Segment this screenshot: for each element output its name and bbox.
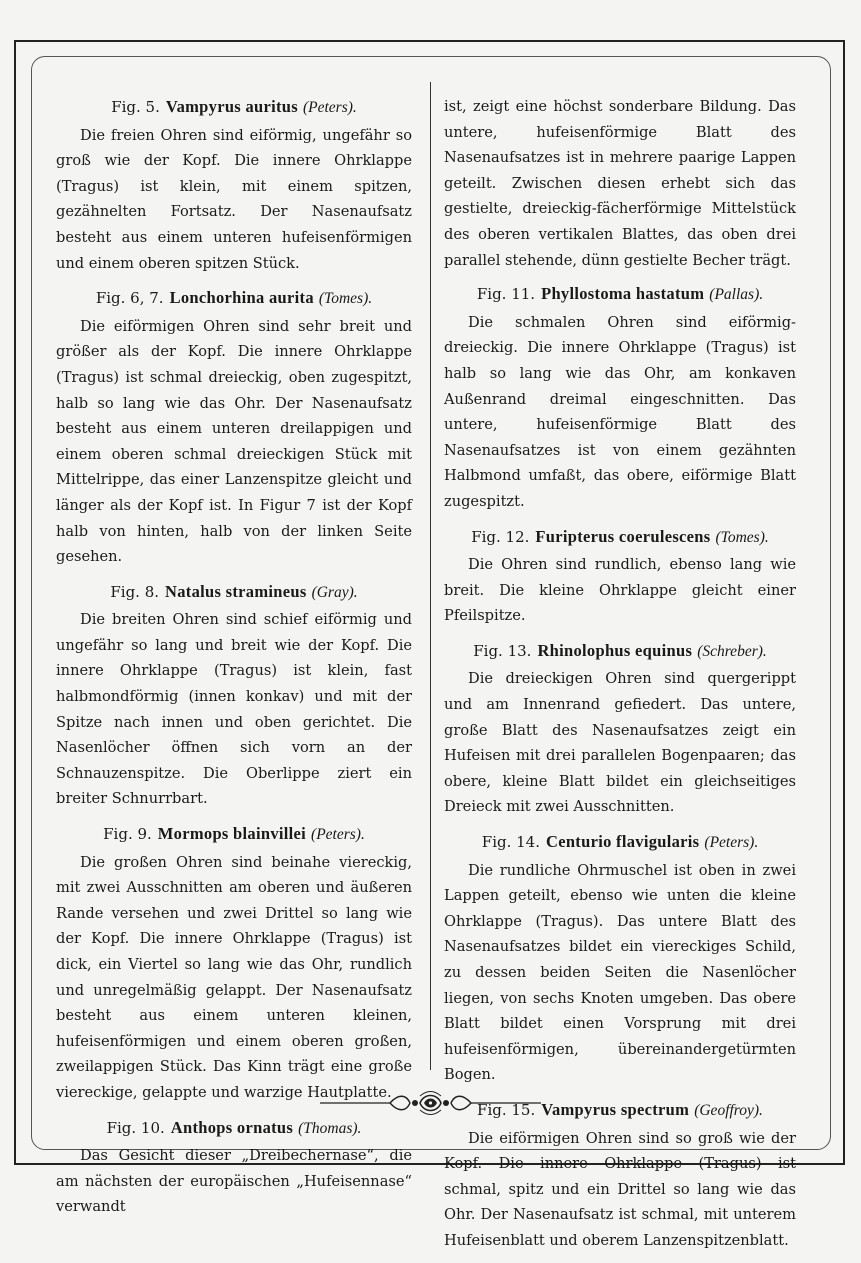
- figure-number: Fig. 11.: [476, 285, 536, 304]
- figure-number: Fig. 6, 7.: [95, 289, 164, 308]
- entry-fig-6-7: [56, 285, 412, 570]
- figure-number: Fig. 5.: [111, 98, 160, 116]
- entry-description: Das Gesicht dieser „Dreibechernase“, die am nächsten der europäischen „Hufeisennase“ verwandt: [56, 1147, 412, 1216]
- species-author: (Pallas).: [709, 286, 764, 304]
- entry-heading: [56, 821, 412, 848]
- entry-fig-8: [56, 579, 412, 812]
- species-name: Vampyrus spectrum: [541, 1099, 690, 1119]
- vignette-ornament-icon: [320, 1088, 541, 1118]
- entry-fig-13: [444, 638, 796, 820]
- figure-number: Fig. 8.: [110, 582, 160, 601]
- entry-description: Die Ohren sind rundlich, ebenso lang wie breit. Die kleine Ohrklappe gleicht einer Pfeilspitze.: [444, 556, 796, 625]
- figure-number: Fig. 14.: [481, 833, 540, 852]
- entry-fig-14: [444, 829, 796, 1088]
- entry-heading: [444, 829, 796, 856]
- figure-number: Fig. 15.: [477, 1100, 536, 1119]
- entry-fig-9: [56, 821, 412, 1106]
- entry-heading: [444, 281, 796, 308]
- entry-description: Die rundliche Ohrmuschel ist oben in zwei Lappen geteilt, ebenso wie unten die kleine Ohrklappe (Tragus). Das untere Blatt des Nasenaufsatzes bildet ein viereckiges Schild, zu dessen beiden Seiten die Nasenlöcher liegen, von sechs Knoten umgeben. Das obere Blatt bildet einen Vorsprung mit drei hufeisenförmigen, übereinandergetürmten Bogen.: [444, 861, 796, 1084]
- figure-number: Fig. 13.: [473, 641, 532, 660]
- species-author: (Tomes).: [715, 528, 769, 546]
- entry-fig-5: [56, 94, 412, 276]
- species-author: (Tomes).: [318, 290, 373, 308]
- figure-number: Fig. 10.: [106, 1118, 165, 1137]
- species-name: Vampyrus auritus: [165, 97, 298, 116]
- species-author: (Schreber).: [697, 642, 767, 660]
- species-author: (Peters).: [704, 834, 759, 852]
- entry-heading: [444, 524, 796, 551]
- entry-fig-10: [56, 1115, 412, 1220]
- species-author: (Geoffroy).: [694, 1101, 763, 1119]
- species-name: Furipterus coerulescens: [535, 526, 711, 546]
- figure-number: Fig. 12.: [471, 527, 530, 546]
- species-name: Centurio flavigularis: [545, 832, 700, 852]
- entry-description: Die eiförmigen Ohren sind so groß wie der Kopf. Die innere Ohrklappe (Tragus) ist schmal, spitz und ein Drittel so lang wie das Ohr. Der Nasenaufsatz ist schmal, mit unterem Hufeisenblatt und oberem Lanzenspitzenblatt.: [444, 1129, 796, 1249]
- species-author: (Peters).: [302, 99, 357, 116]
- entry-heading: [56, 94, 412, 121]
- entry-fig-15: [444, 1097, 796, 1254]
- entry-fig-12: [444, 524, 796, 629]
- entry-fig-11: [444, 281, 796, 514]
- species-author: (Thomas).: [298, 1119, 362, 1137]
- continued-text: ist, zeigt eine höchst sonderbare Bildung. Das untere, hufeisenförmige Blatt des Nasenaufsatzes ist in mehrere paarige Lappen geteilt. Zwischen diesen erhebt sich das gestielte, dreieckig-fächerförmige Mittelstück des oberen vertikalen Blattes, das oben drei parallel stehende, dünn gestielte Becher trägt.: [444, 98, 796, 269]
- species-name: Rhinolophus equinus: [537, 640, 693, 660]
- entry-description: Die schmalen Ohren sind eiförmig-dreieckig. Die innere Ohrklappe (Tragus) ist halb so lang wie das Ohr, am konkaven Außenrand dreimal eingeschnitten. Das untere, hufeisenförmige Blatt des Nasenaufsatzes ist von einem gezähnten Halbmond umfaßt, das obere, eiförmige Blatt zugespitzt.: [444, 313, 796, 510]
- figure-number: Fig. 9.: [103, 825, 152, 844]
- column-divider: [430, 82, 431, 1070]
- entry-heading: [56, 579, 412, 606]
- species-name: Phyllostoma hastatum: [541, 284, 705, 304]
- entry-description: Die großen Ohren sind beinahe viereckig, mit zwei Ausschnitten am oberen und äußeren Rande versehen und zwei Drittel so lang wie der Kopf. Die innere Ohrklappe (Tragus) ist dick, ein Viertel so lang wie das Ohr, rundlich und unregelmäßig gelappt. Der Nasenaufsatz besteht aus einem unteren kleinen, hufeisenförmigen und einem oberen großen, zweilappigen Stück. Das Kinn trägt eine große viereckige, gelappte und warzige Hautplatte.: [56, 853, 412, 1101]
- species-name: Mormops blainvillei: [157, 824, 307, 844]
- entry-description: Die freien Ohren sind eiförmig, ungefähr so groß wie der Kopf. Die innere Ohrklappe (Tragus) ist klein, mit einem spitzen, gezähnelten Fortsatz. Der Nasenaufsatz besteht aus einem unteren hufeisenförmigen und einem oberen spitzen Stück.: [56, 126, 412, 272]
- left-column: [56, 94, 412, 1229]
- entry-description: Die eiförmigen Ohren sind sehr breit und größer als der Kopf. Die innere Ohrklappe (Tragus) ist schmal dreieckig, oben zugespitzt, halb so lang wie das Ohr. Der Nasenaufsatz besteht aus einem unteren dreilappigen und einem oberen schmal dreieckigen Stück mit Mittelrippe, das einer Lanzenspitze gleicht und länger als der Kopf ist. In Figur 7 ist der Kopf halb von hinten, halb von der linken Seite gesehen.: [56, 317, 412, 566]
- entry-description: Die dreieckigen Ohren sind quergerippt und am Innenrand gefiedert. Das untere, große Blatt des Nasenaufsatzes zeigt ein Hufeisen mit drei parallelen Bogenpaaren; das obere, kleine Blatt bildet ein gleichseitiges Dreieck mit zwei Ausschnitten.: [444, 670, 796, 816]
- species-name: Natalus stramineus: [165, 581, 307, 601]
- species-author: (Gray).: [311, 583, 358, 601]
- entry-heading: [56, 1115, 412, 1142]
- species-name: Lonchorhina aurita: [169, 288, 314, 308]
- species-author: (Peters).: [311, 826, 365, 844]
- entry-description: Die breiten Ohren sind schief eiförmig und ungefähr so lang und breit wie der Kopf. Die innere Ohrklappe (Tragus) ist klein, fast halbmondförmig (innen konkav) und mit der Spitze nach innen und oben gerichtet. Die Nasenlöcher öffnen sich vorn an der Schnauzenspitze. Die Oberlippe ziert ein breiter Schnurrbart.: [56, 611, 412, 808]
- entry-heading: [444, 638, 796, 665]
- entry-heading: [56, 285, 412, 312]
- species-name: Anthops ornatus: [170, 1117, 294, 1137]
